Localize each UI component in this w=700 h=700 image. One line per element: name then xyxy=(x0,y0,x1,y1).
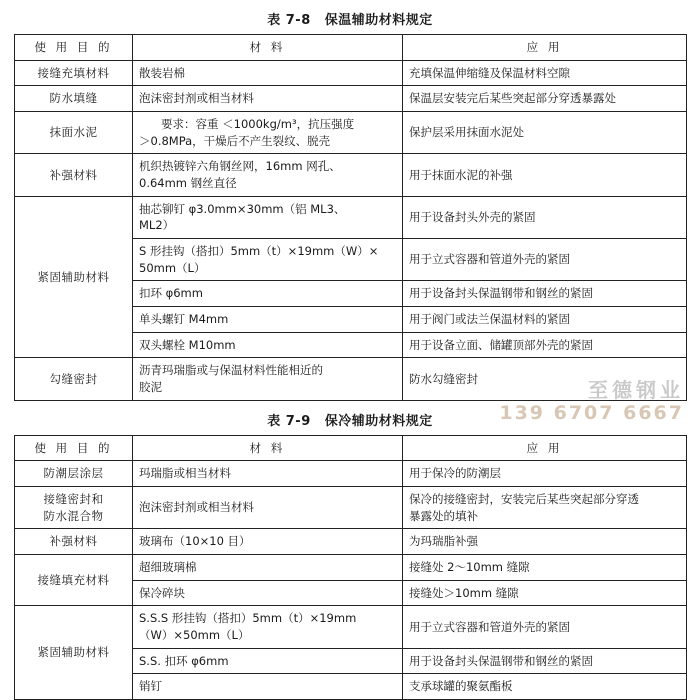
cell-application: 用于立式容器和管道外壳的紧固 xyxy=(403,606,687,648)
cell-purpose: 补强材料 xyxy=(15,154,133,196)
table-row xyxy=(15,529,687,555)
table-row xyxy=(15,461,687,487)
material-line: （W）×50mm（L） xyxy=(139,628,250,643)
table-row xyxy=(15,86,687,112)
table-row xyxy=(15,112,687,154)
table-7-9-title xyxy=(14,401,686,435)
cell-purpose-merged: 紧固辅助材料 xyxy=(15,606,133,700)
purpose-line-1: 接缝密封和 xyxy=(43,492,104,507)
cell-material: 销钉 xyxy=(133,674,403,700)
table-7-9-block xyxy=(14,401,686,700)
cell-material: 双头螺栓 M10mm xyxy=(133,332,403,358)
table-7-9-caption: 保冷辅助材料规定 xyxy=(324,413,433,429)
watermark-phone: 139 6707 6667 xyxy=(499,402,684,424)
table-row xyxy=(15,196,687,238)
purpose-line-2: 防水混合物 xyxy=(43,508,104,523)
material-line: S 形挂钩（搭扣）5mm（t）×19mm（W）× xyxy=(139,244,379,259)
cell-material xyxy=(133,239,403,281)
cell-purpose-merged: 接缝填充材料 xyxy=(15,555,133,606)
material-line: 胶泥 xyxy=(139,380,162,395)
header-purpose: 使 用 目 的 xyxy=(15,35,133,61)
cell-purpose: 接缝充填材料 xyxy=(15,60,133,86)
table-row xyxy=(15,555,687,581)
watermark-brand: 至德钢业 xyxy=(588,378,684,402)
header-material: 材 料 xyxy=(133,35,403,61)
cell-application: 为玛瑞脂补强 xyxy=(403,529,687,555)
cell-application: 用于设备封头保温钢带和钢丝的紧固 xyxy=(403,648,687,674)
cell-material: S.S. 扣环 φ6mm xyxy=(133,648,403,674)
cell-material: 泡沫密封剂或相当材料 xyxy=(133,487,403,529)
cell-application: 用于立式容器和管道外壳的紧固 xyxy=(403,239,687,281)
cell-purpose: 抹面水泥 xyxy=(15,112,133,154)
material-line: S.S.S 形挂钩（搭扣）5mm（t）×19mm xyxy=(139,611,357,626)
material-line: 沥青玛瑞脂或与保温材料性能相近的 xyxy=(139,363,323,378)
material-line: 50mm（L） xyxy=(139,260,206,275)
table-7-8 xyxy=(14,34,687,401)
cell-purpose: 勾缝密封 xyxy=(15,358,133,400)
cell-material: 超细玻璃棉 xyxy=(133,555,403,581)
cell-material: 泡沫密封剂或相当材料 xyxy=(133,86,403,112)
cell-application: 用于设备封头保温钢带和钢丝的紧固 xyxy=(403,281,687,307)
cell-material xyxy=(133,112,403,154)
cell-material xyxy=(133,358,403,400)
cell-material xyxy=(133,606,403,648)
material-line: 抽芯铆钉 φ3.0mm×30mm（铝 ML3、 xyxy=(139,201,346,216)
application-line: 保冷的接缝密封，安装完后某些突起部分穿透 xyxy=(409,492,639,507)
header-material: 材 料 xyxy=(133,435,403,461)
table-7-8-caption: 保温辅助材料规定 xyxy=(324,13,433,28)
cell-purpose: 防水填缝 xyxy=(15,86,133,112)
material-line: ML2） xyxy=(139,218,175,233)
header-application: 应 用 xyxy=(403,435,687,461)
material-line: ＞0.8MPa，干燥后不产生裂纹、脱壳 xyxy=(139,133,331,148)
table-7-9-header-row xyxy=(15,435,687,461)
cell-application: 接缝处＞10mm 缝隙 xyxy=(403,580,687,606)
cell-application: 用于设备封头外壳的紧固 xyxy=(403,196,687,238)
cell-material: 单头螺钉 M4mm xyxy=(133,307,403,333)
cell-material: 扣环 φ6mm xyxy=(133,281,403,307)
cell-material xyxy=(133,196,403,238)
cell-application xyxy=(403,487,687,529)
cell-application: 用于抹面水泥的补强 xyxy=(403,154,687,196)
material-line: 机织热镀锌六角钢丝网，16mm 网孔、 xyxy=(139,159,341,174)
cell-material xyxy=(133,154,403,196)
table-row xyxy=(15,358,687,400)
table-row xyxy=(15,60,687,86)
table-row xyxy=(15,487,687,529)
cell-material: 保冷碎块 xyxy=(133,580,403,606)
header-application: 应 用 xyxy=(403,35,687,61)
table-7-8-header-row xyxy=(15,35,687,61)
cell-purpose-merged: 紧固辅助材料 xyxy=(15,196,133,358)
table-row xyxy=(15,606,687,648)
header-purpose: 使 用 目 的 xyxy=(15,435,133,461)
cell-purpose: 补强材料 xyxy=(15,529,133,555)
table-7-9 xyxy=(14,435,687,700)
cell-material: 散装岩棉 xyxy=(133,60,403,86)
cell-purpose xyxy=(15,487,133,529)
cell-application: 支承球罐的聚氨酯板 xyxy=(403,674,687,700)
material-line: 要求：容重 ＜1000kg/m³，抗压强度 xyxy=(161,117,355,132)
cell-material: 玛瑞脂或相当材料 xyxy=(133,461,403,487)
cell-purpose: 防潮层涂层 xyxy=(15,461,133,487)
table-7-9-number: 表 7-9 xyxy=(267,413,311,429)
table-7-8-block xyxy=(14,0,686,401)
cell-application: 防水勾缝密封 xyxy=(403,358,687,400)
table-row xyxy=(15,154,687,196)
cell-application: 保护层采用抹面水泥处 xyxy=(403,112,687,154)
material-line: 0.64mm 钢丝直径 xyxy=(139,176,237,191)
cell-application: 接缝处 2～10mm 缝隙 xyxy=(403,555,687,581)
cell-application: 用于保冷的防潮层 xyxy=(403,461,687,487)
cell-application: 充填保温伸缩缝及保温材料空隙 xyxy=(403,60,687,86)
cell-application: 用于阀门或法兰保温材料的紧固 xyxy=(403,307,687,333)
cell-material: 玻璃布（10×10 目） xyxy=(133,529,403,555)
table-7-8-number: 表 7-8 xyxy=(267,13,311,28)
cell-application: 保温层安装完后某些突起部分穿透暴露处 xyxy=(403,86,687,112)
cell-application: 用于设备立面、储罐顶部外壳的紧固 xyxy=(403,332,687,358)
table-7-8-title xyxy=(14,0,686,34)
application-line: 暴露处的填补 xyxy=(409,508,478,523)
